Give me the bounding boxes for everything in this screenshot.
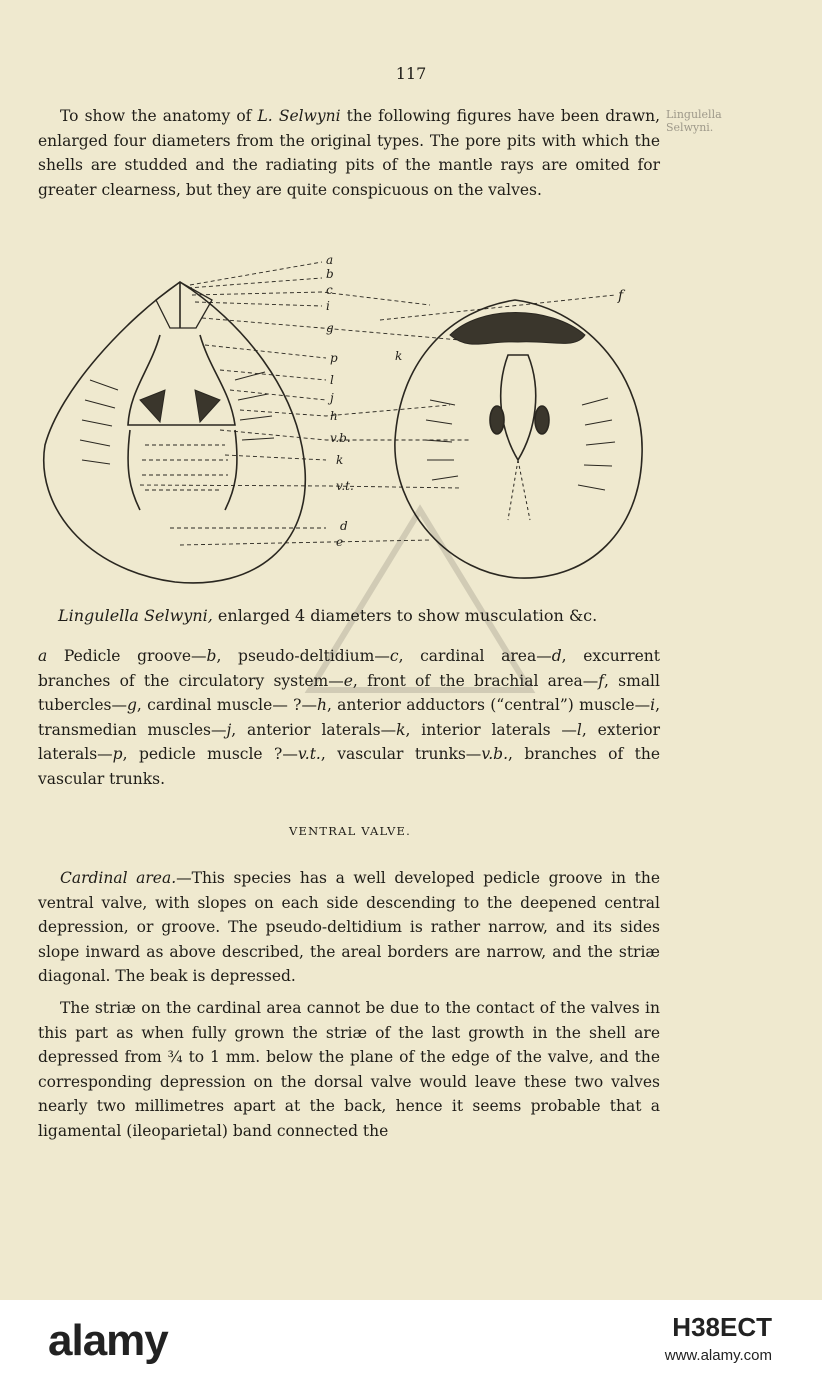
legend-desc: , vascular trunks— xyxy=(320,745,482,763)
legend-key: h xyxy=(316,696,327,714)
caption-species: Lingulella Selwyni, xyxy=(58,606,213,625)
legend-desc: , pseudo-deltidium— xyxy=(216,647,390,665)
image-id-block xyxy=(665,1312,772,1364)
intro-paragraph xyxy=(38,104,660,202)
ventral-valve-drawing xyxy=(44,282,306,583)
label-vt: v.t. xyxy=(336,479,354,493)
intro-species: L. Selwyni xyxy=(257,107,341,125)
legend-desc: , front of the brachial area— xyxy=(352,671,599,690)
legend-desc: , pedicle muscle ?— xyxy=(122,745,298,763)
label-d: d xyxy=(340,519,348,533)
label-f: f xyxy=(618,288,624,304)
image-id: H38ECT xyxy=(672,1312,772,1342)
label-e: e xyxy=(336,535,344,549)
legend-desc: , cardinal area— xyxy=(398,647,552,665)
label-k-upper: k xyxy=(395,349,403,363)
legend-key: c xyxy=(389,647,399,665)
label-c: c xyxy=(326,283,333,297)
intro-text-c: the following figures have been drawn, enlarged four diameters from the original types. The pore pits with which the shells are studded and the radiating pits of the mantle rays are omited for greater clearness, but they are quite conspicuous on the valves. xyxy=(38,107,661,199)
legend-key: j xyxy=(226,720,232,739)
label-l: l xyxy=(330,373,334,387)
legend-key: i xyxy=(650,696,656,714)
paragraph-striae xyxy=(38,996,660,1143)
paragraph-cardinal-area xyxy=(38,866,660,989)
label-k-lower: k xyxy=(336,453,344,467)
cardinal-area-title: Cardinal area. xyxy=(60,869,177,887)
legend-desc: , transmedian muscles— xyxy=(38,696,660,739)
legend-key: v.t. xyxy=(297,745,321,763)
label-j: j xyxy=(330,391,334,405)
legend-key: l xyxy=(576,720,582,739)
legend-key: d xyxy=(551,647,562,665)
legend-desc: , small tubercles— xyxy=(38,671,660,714)
intro-text-a: To show the anatomy of xyxy=(60,107,258,125)
label-p: p xyxy=(330,351,338,365)
legend-desc: , branches of the vascular trunks. xyxy=(38,745,660,788)
brand-logo: alamy xyxy=(48,1316,168,1365)
page-number: 117 xyxy=(395,64,427,83)
legend-key: p xyxy=(112,745,123,763)
cardinal-area-text: —This species has a well developed pedicle groove in the ventral valve, with slopes on each side descending to the deepened central depression, or groove. The pseudo-deltidium is rather narrow, and its sides slope inward as above described, the areal borders are narrow, and the striæ diagonal. The beak is depressed. xyxy=(38,869,660,985)
striae-fraction: ¾ xyxy=(167,1048,183,1066)
margin-note: Lingulella Selwyni. xyxy=(666,108,722,134)
watermark-mark xyxy=(300,500,540,700)
legend-key: k xyxy=(396,720,406,739)
legend-desc: , anterior laterals— xyxy=(231,720,397,739)
label-b: b xyxy=(326,267,334,281)
legend-key: v.b. xyxy=(481,745,509,763)
section-heading: VENTRAL VALVE. xyxy=(289,824,411,838)
striae-text-b: to 1 mm. below the plane of the edge of the valve, and the corresponding depression on the dorsal valve would leave these two valves nearly two millimetres apart at the back, hence it seems probable that a ligamental (ileoparietal) band connected the xyxy=(38,1048,660,1140)
legend-key: a xyxy=(38,647,48,665)
legend-desc: Pedicle groove— xyxy=(47,647,207,665)
legend-desc: , interior laterals — xyxy=(405,720,577,739)
legend-key: e xyxy=(343,671,353,690)
legend-desc: , anterior adductors (“central”) muscle— xyxy=(326,696,651,714)
legend-key: f xyxy=(598,671,604,690)
legend-key: b xyxy=(206,647,217,665)
label-a: a xyxy=(326,253,334,267)
label-i: i xyxy=(326,299,330,313)
legend-desc: , excurrent branches of the circulatory system— xyxy=(38,647,660,690)
legend-desc: , cardinal muscle— ?— xyxy=(136,696,317,714)
label-vb: v.b. xyxy=(330,431,351,445)
stock-footer xyxy=(0,1300,822,1390)
site-url: www.alamy.com xyxy=(664,1347,772,1364)
caption-rest: enlarged 4 diameters to show musculation &c. xyxy=(212,606,598,625)
striae-text-a: The striæ on the cardinal area cannot be due to the contact of the valves in this part as when fully grown the striæ of the last growth in the shell are depressed from xyxy=(38,999,660,1066)
label-g: g xyxy=(326,321,334,335)
legend-key: g xyxy=(126,696,137,714)
legend-desc: , exterior laterals— xyxy=(38,720,660,763)
label-h: h xyxy=(330,409,338,423)
